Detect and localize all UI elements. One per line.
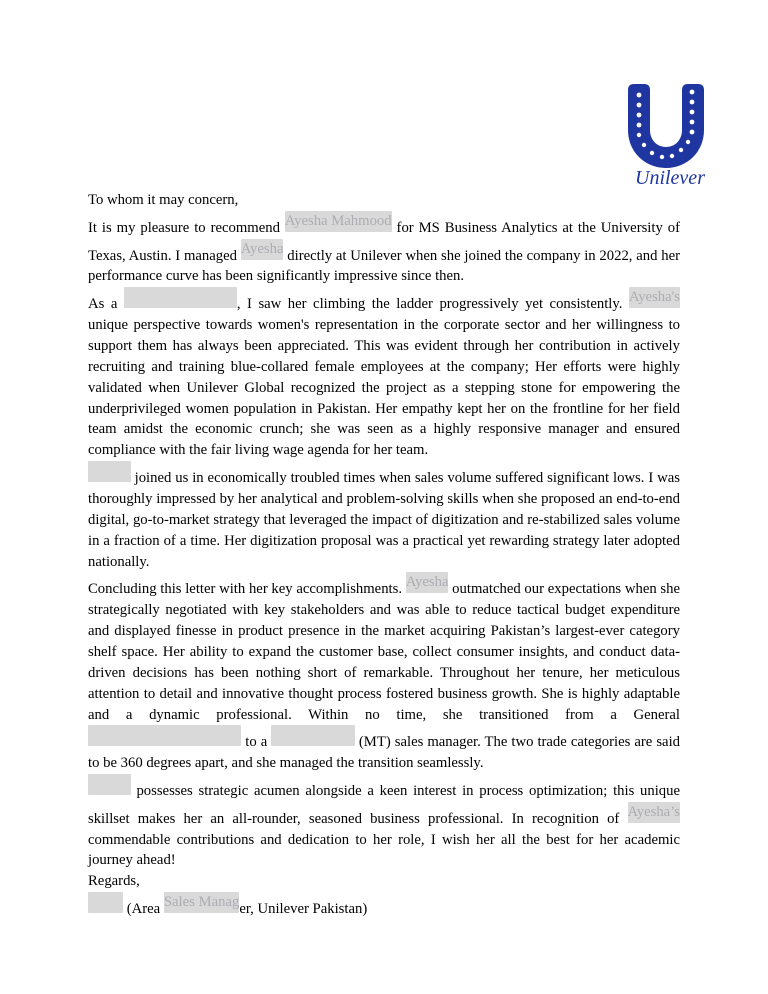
p1-text-3: directly at Unilever when she joined the company in 2022, and her performance curve has been significantly impressive since then. <box>88 247 680 285</box>
paragraph-5 <box>88 774 680 871</box>
paragraph-2 <box>88 287 680 461</box>
salutation: To whom it may concern, <box>88 192 239 208</box>
redacted-name-7: Ayesha’s <box>628 802 681 823</box>
regards: Regards, <box>88 873 140 890</box>
p4-text-1: Concluding this letter with her key accomplishments. <box>88 581 406 598</box>
p5-text-1: possesses strategic acumen alongside a keen interest in process optimization; this unique skillset makes her an all-rounder, seasoned business professional. In recognition of <box>88 782 680 827</box>
paragraph-3 <box>88 461 680 572</box>
unilever-logo <box>618 78 722 188</box>
p2-text-1: As a <box>88 296 124 313</box>
redacted-name-2: Ayesha <box>241 239 284 260</box>
redacted-role-3 <box>271 725 355 746</box>
signature-text-1: (Area <box>123 901 164 917</box>
p3-text-1: joined us in economically troubled times when sales volume suffered significant lows. I was thoroughly impressed by her analytical and problem-solving skills when she proposed an end-to-end digital, go-to-market strategy that leveraged the impact of digitization and re-stabilized sales volume in a fraction of a time. Her digitization proposal was a practical yet rewarding strategy later adopted nationally. <box>88 470 680 570</box>
p4-text-4: (MT) sales manager. The two trade categories are said to be 360 degrees apart, and she managed the transition seamlessly. <box>88 734 680 772</box>
p4-text-3: to a <box>241 734 272 751</box>
p2-text-2: , I saw her climbing the ladder progressively yet consistently. <box>236 296 629 313</box>
letter-body <box>88 190 680 920</box>
redacted-name-6 <box>88 774 131 795</box>
p1-text-1: It is my pleasure to recommend <box>88 219 285 236</box>
redacted-name-1: Ayesha Mahmood <box>285 211 392 232</box>
logo-wordmark: Unilever <box>635 167 705 188</box>
redacted-signer-title: Sales Manag <box>164 892 239 913</box>
p1-text-2: for MS Business Analytics at the University of Texas, Austin. I managed <box>88 219 680 264</box>
paragraph-1 <box>88 211 680 287</box>
signature-text-2: er, Unilever Pakistan) <box>239 901 368 917</box>
redacted-name-5: Ayesha <box>406 572 449 593</box>
redacted-role-1 <box>124 287 237 308</box>
redacted-role-2 <box>88 725 241 746</box>
p5-text-2: commendable contributions and dedication to her role, I wish her all the best for her academic journey ahead! <box>88 831 680 869</box>
signature <box>88 892 680 920</box>
redacted-name-3: Ayesha's <box>629 287 680 308</box>
redacted-name-4 <box>88 461 131 482</box>
paragraph-4 <box>88 572 680 774</box>
p4-text-2: outmatched our expectations when she strategically negotiated with key stakeholders and was able to reduce tactical budget expenditure and displayed finesse in product presence in the market acquiring Pakistan’s largest-ever category shelf space. Her ability to expand the customer base, collect consumer insights, and conduct data-driven decisions has been nothing short of remarkable. Throughout her tenure, her meticulous attention to detail and innovative thought process fostered business growth. She is highly adaptable and a dynamic professional. Within no time, she transitioned from a General <box>88 581 680 723</box>
redacted-signer-name <box>88 892 123 913</box>
p2-text-3: unique perspective towards women's representation in the corporate sector and her willingness to support them has always been appreciated. This was evident through her contribution in actively recruiting and training blue-collared female employees at the company; Her efforts were highly validated when Unilever Global recognized the project as a stepping stone for empowering the underprivileged women population in Pakistan. Her empathy kept her on the frontline for her field team amidst the economic crunch; she was seen as a highly responsive manager and ensured compliance with the fair living wage agenda for her team. <box>88 317 680 459</box>
